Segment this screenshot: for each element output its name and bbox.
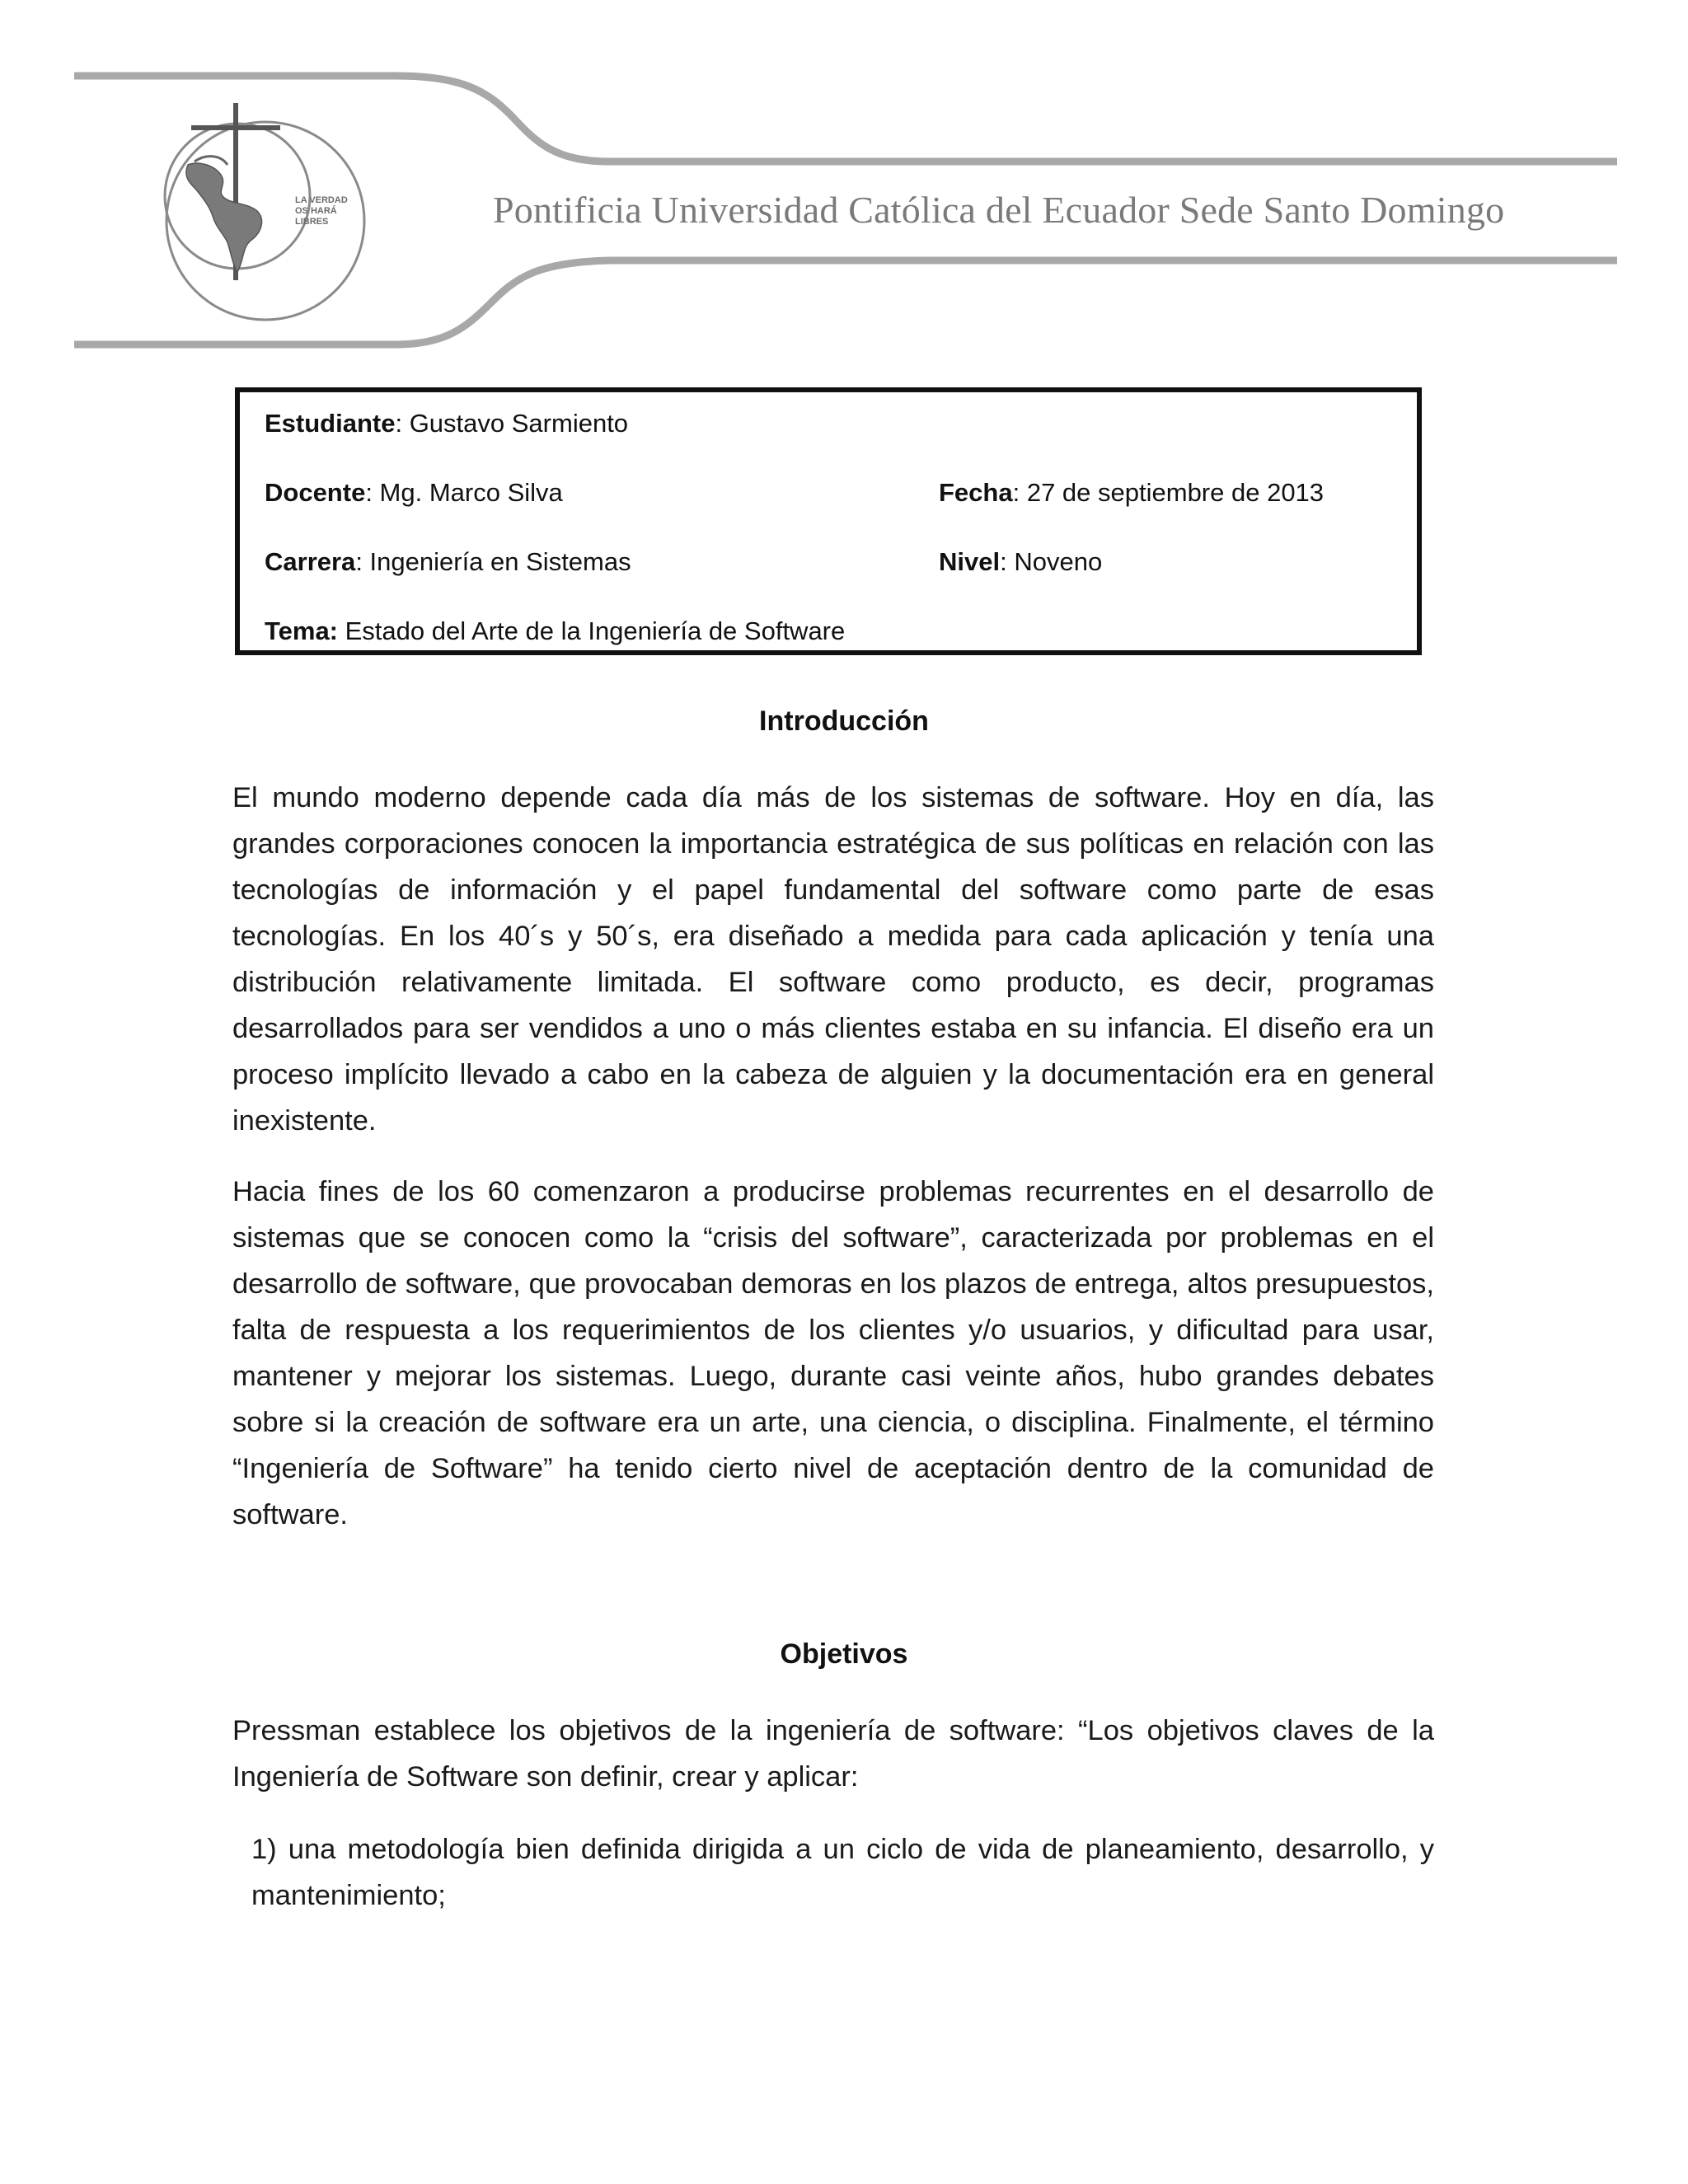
logo-line-1: LA VERDAD — [295, 195, 348, 205]
nivel-field — [939, 547, 1102, 577]
nivel-label: Nivel — [939, 547, 1001, 576]
objetivos-heading: Objetivos — [780, 1638, 908, 1670]
docente-value: : Mg. Marco Silva — [365, 478, 563, 507]
fecha-field — [939, 478, 1324, 508]
objetivos-paragraph: Pressman establece los objetivos de la ingeniería de software: “Los objetivos claves de la Ingeniería de Software son definir, crear y aplicar: — [232, 1715, 1434, 1793]
estudiante-label: Estudiante — [265, 409, 396, 438]
tema-field — [265, 616, 845, 646]
university-logo — [165, 103, 364, 320]
tema-label: Tema: — [265, 616, 339, 645]
fecha-label: Fecha — [939, 478, 1013, 507]
tema-value: Estado del Arte de la Ingeniería de Software — [338, 616, 846, 645]
carrera-field — [265, 547, 631, 577]
header-decoration — [0, 0, 1688, 363]
intro-heading: Introducción — [759, 705, 929, 737]
estudiante-field — [265, 409, 628, 438]
objetivos-list-item-1: 1) una metodología bien definida dirigida a un ciclo de vida de planeamiento, desarrollo, y mantenimiento; — [251, 1834, 1434, 1911]
docente-label: Docente — [265, 478, 366, 507]
intro-paragraph-1: El mundo moderno depende cada día más de los sistemas de software. Hoy en día, las grandes corporaciones conocen la importancia estratégica de sus políticas en relación con las tecnologías de información y el papel fundamental del software como parte de esas tecnologías. En los 40´s y 50´s, era diseñado a medida para cada aplicación y tenía una distribución relativamente limitada. El software como producto, es decir, programas desarrollados para ser vendidos a uno o más clientes estaba en su infancia. El diseño era un proceso implícito llevado a cabo en la cabeza de alguien y la documentación era en general inexistente. — [232, 782, 1434, 1137]
carrera-label: Carrera — [265, 547, 356, 576]
fecha-value: : 27 de septiembre de 2013 — [1012, 478, 1325, 507]
university-title: Pontificia Universidad Católica del Ecuador Sede Santo Domingo — [493, 189, 1505, 231]
carrera-value: : Ingeniería en Sistemas — [355, 547, 631, 576]
docente-field — [265, 478, 563, 508]
nivel-value: : Noveno — [1000, 547, 1103, 576]
intro-paragraph-2: Hacia fines de los 60 comenzaron a producirse problemas recurrentes en el desarrollo de sistemas que se conocen como la “crisis del software”, caracterizada por problemas en el desarrollo de software, que provocaban demoras en los plazos de entrega, altos presupuestos, falta de respuesta a los requerimientos de los clientes y/o usuarios, y dificultad para usar, mantener y mejorar los sistemas. Luego, durante casi veinte años, hubo grandes debates sobre si la creación de software era un arte, una ciencia, o disciplina. Finalmente, el término “Ingeniería de Software” ha tenido cierto nivel de aceptación dentro de la comunidad de software. — [232, 1176, 1434, 1530]
estudiante-value: : Gustavo Sarmiento — [395, 409, 629, 438]
logo-line-2: OS HARÁ — [295, 206, 337, 216]
student-info-box — [235, 387, 1422, 655]
logo-line-3: LIBRES — [295, 217, 329, 227]
